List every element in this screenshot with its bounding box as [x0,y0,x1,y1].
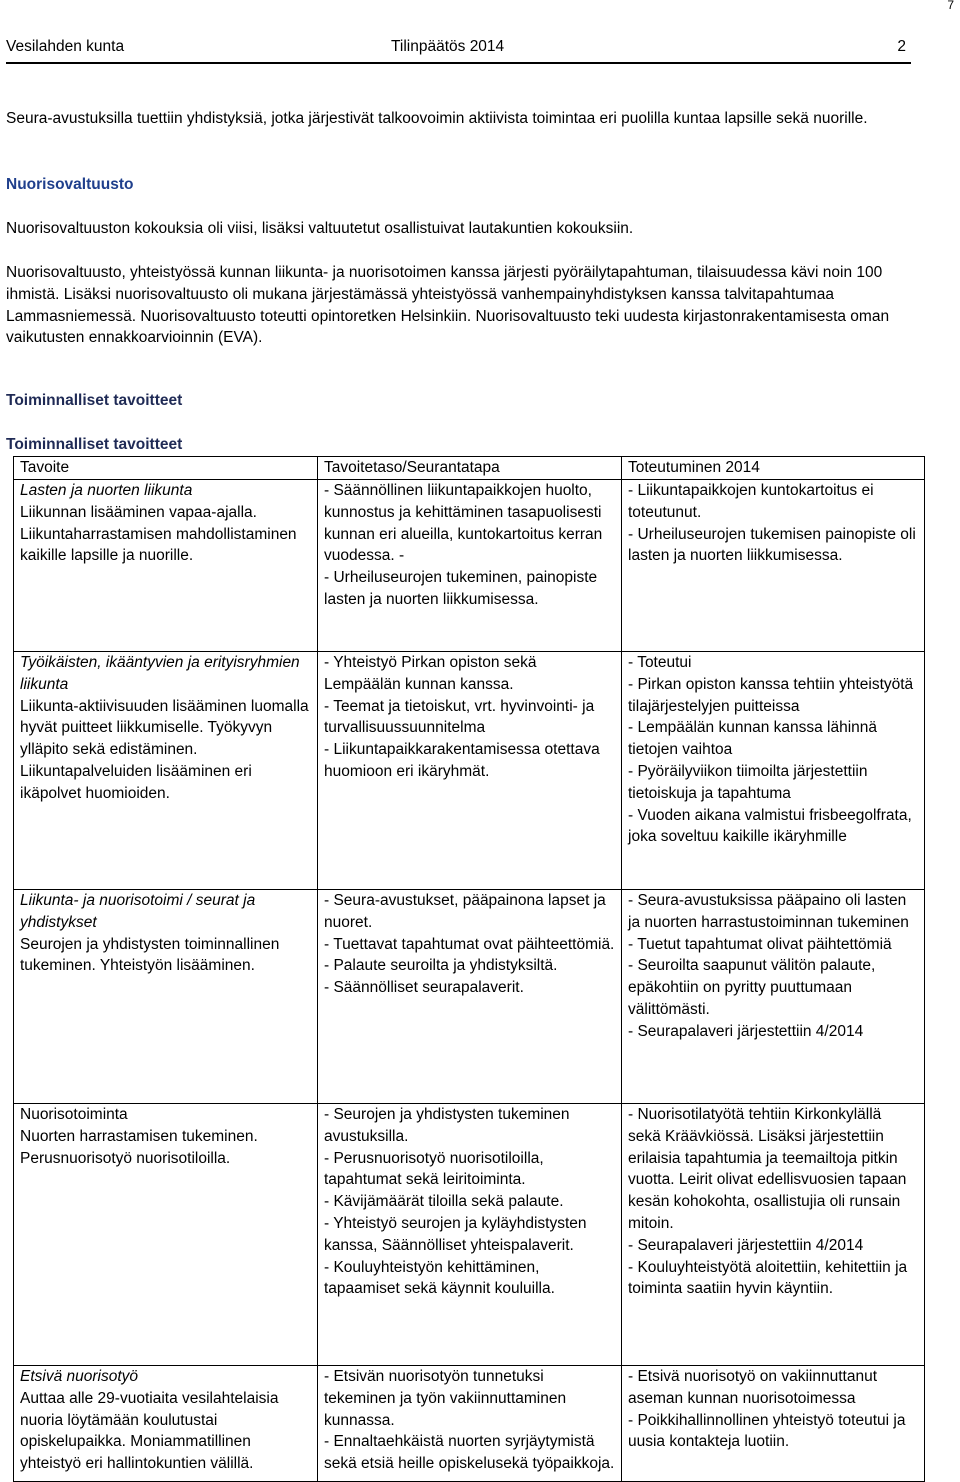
column-header-target: Tavoitetaso/Seurantatapa [318,457,622,480]
section-heading: Toiminnalliset tavoitteet [6,392,183,409]
goal-cell [14,480,318,652]
header-document-title: Tilinpäätös 2014 [391,38,505,55]
goal-text: Liikunnan lisääminen vapaa-ajalla. Liikuntaharrastamisen mahdollistaminen kaikille lapsille ja nuorille. [20,503,297,565]
result-cell [622,890,925,1104]
result-cell [622,652,925,890]
goal-text: Nuorten harrastamisen tukeminen. Perusnuorisotyö nuorisotiloilla. [20,1127,258,1167]
youth-council-paragraph-2: Nuorisovaltuusto, yhteistyössä kunnan liikunta- ja nuorisotoimen kanssa järjesti pyöräilytapahtuman, tilaisuudessa kävi noin 100 ihmistä. Lisäksi nuorisovaltuusto oli mukana järjestämässä yhteistyössä vanhempainyhdistyksen kanssa talvitapahtumaa Lammasniemessä. Nuorisovaltuusto toteutti opintoretken Helsinkiin. Nuorisovaltuusto teki uudesta kirjastonrakentamisesta oman vaikutusten ennakkoarvioinnin (EVA). [6,264,890,347]
target-cell [318,652,622,890]
target-cell [318,890,622,1104]
goal-cell [14,890,318,1104]
goal-cell [14,652,318,890]
target-cell [318,1366,622,1482]
goals-table [13,456,925,1482]
page-number: 7 [947,0,954,12]
result-text: - Nuorisotilatyötä tehtiin Kirkonkylällä sekä Kräävkiössä. Lisäksi järjestettiin erilaisia tapahtumia ja teemailtoja pitkin vuotta. Leirit olivat edellisvuosien tapaan kesän kohokohta, osallistujia oli runsain mitoin. - Seurapalaveri järjestettiin 4/2014 - Kouluyhteistyötä aloitettiin, kehitettiin ja toiminta saatiin hyvin käyntiin. [628,1106,908,1298]
table-row [14,1104,925,1366]
result-cell [622,480,925,652]
page-header [6,36,906,60]
result-text: - Liikuntapaikkojen kuntokartoitus ei toteutunut. - Urheiluseurojen tukemisen painopiste oli lasten ja nuorten liikkumisessa. [628,482,916,565]
goal-title: Työikäisten, ikääntyvien ja erityisryhmien liikunta [20,654,300,693]
goal-cell [14,1104,318,1366]
target-cell [318,1104,622,1366]
result-text: - Toteutui - Pirkan opiston kanssa tehtiin yhteistyötä tilajärjestelyjen puitteissa - Lempäälän kunnan kanssa lähinnä tietojen vaihtoa - Pyöräilyviikon tiimoilta järjestettiin tietoiskuja ja tapahtuma - Vuoden aikana valmistui frisbeegolfrata, joka soveltuu kaikille ikäryhmille [628,654,914,846]
intro-paragraph: Seura-avustuksilla tuettiin yhdistyksiä, jotka järjestivät talkoovoimin aktiivista toimintaa eri puolilla kuntaa lapsille sekä nuorille. [6,110,868,127]
target-text: - Säännöllinen liikuntapaikkojen huolto, kunnostus ja kehittäminen tasapuolisesti kunnan eri alueilla, kuntokartoitus kerran vuodessa. - - Urheiluseurojen tukeminen, painopiste lasten ja nuorten liikkumisessa. [324,482,603,608]
table-heading: Toiminnalliset tavoitteet [6,436,183,453]
result-text: - Etsivä nuorisotyö on vakiinnuttanut aseman kunnan nuorisotoimessa - Poikkihallinnollinen yhteistyö toteutui ja uusia kontakteja luotiin. [628,1368,906,1451]
goal-title: Liikunta- ja nuorisotoimi / seurat ja yhdistykset [20,892,256,931]
header-rule [6,62,911,64]
goal-title: Nuorisotoiminta [20,1106,128,1123]
target-text: - Seurojen ja yhdistysten tukeminen avustuksilla. - Perusnuorisotyö nuorisotiloilla, tapahtumat sekä leiritoiminta. - Kävijämäärät tiloilla sekä palaute. - Yhteistyö seurojen ja kyläyhdistysten kanssa, Säännölliset yhteispalaverit. - Kouluyhteistyön kehittäminen, tapaamiset sekä käynnit kouluilla. [324,1106,587,1298]
table-row [14,1366,925,1482]
result-cell [622,1366,925,1482]
goal-title: Lasten ja nuorten liikunta [20,482,193,499]
table-header-row [14,457,925,480]
target-text: - Etsivän nuorisotyön tunnetuksi tekeminen ja työn vakiinnuttaminen kunnassa. - Ennaltaehkäistä nuorten syrjäytymistä sekä etsiä heille opiskelusekä työpaikkoja. [324,1368,615,1473]
header-page-number: 2 [897,38,906,55]
youth-council-heading: Nuorisovaltuusto [6,176,134,193]
result-cell [622,1104,925,1366]
table-row [14,480,925,652]
target-text: - Seura-avustukset, pääpainona lapset ja nuoret. - Tuettavat tapahtumat ovat päihteettömiä. - Palaute seuroilta ja yhdistyksiltä. - Säännölliset seurapalaverit. [324,892,615,997]
header-municipality: Vesilahden kunta [6,38,125,55]
goal-title: Etsivä nuorisotyö [20,1368,139,1385]
table-row [14,890,925,1104]
youth-council-paragraph-1: Nuorisovaltuuston kokouksia oli viisi, lisäksi valtuutetut osallistuivat lautakuntien kokouksiin. [6,220,634,237]
result-text: - Seura-avustuksissa pääpaino oli lasten ja nuorten harrastustoiminnan tukeminen - Tuetut tapahtumat olivat päihtettömiä - Seuroilta saapunut välitön palaute, epäkohtiin on pyritty puuttumaan välittömästi. - Seurapalaveri järjestettiin 4/2014 [628,892,909,1040]
goal-cell [14,1366,318,1482]
table-row [14,652,925,890]
goal-text: Auttaa alle 29-vuotiaita vesilahtelaisia nuoria löytämään koulutustai opiskelupaikka. Moniammatillinen yhteistyö eri hallintokuntien välillä. [20,1389,279,1473]
target-cell [318,480,622,652]
goal-text: Seurojen ja yhdistysten toiminnallinen tukeminen. Yhteistyön lisääminen. [20,935,280,975]
target-text: - Yhteistyö Pirkan opiston sekä Lempäälän kunnan kanssa. - Teemat ja tietoiskut, vrt. hyvinvointi- ja turvallisuussuunnitelma - Liikuntapaikkarakentamisessa otettava huomioon eri ikäryhmät. [324,654,600,780]
column-header-goal: Tavoite [14,457,318,480]
column-header-result: Toteutuminen 2014 [622,457,925,480]
goal-text: Liikunta-aktiivisuuden lisääminen luomalla hyvät puitteet liikkumiselle. Työkyvyn ylläpito sekä edistäminen. Liikuntapalveluiden lisääminen eri ikäpolvet huomioiden. [20,697,309,802]
